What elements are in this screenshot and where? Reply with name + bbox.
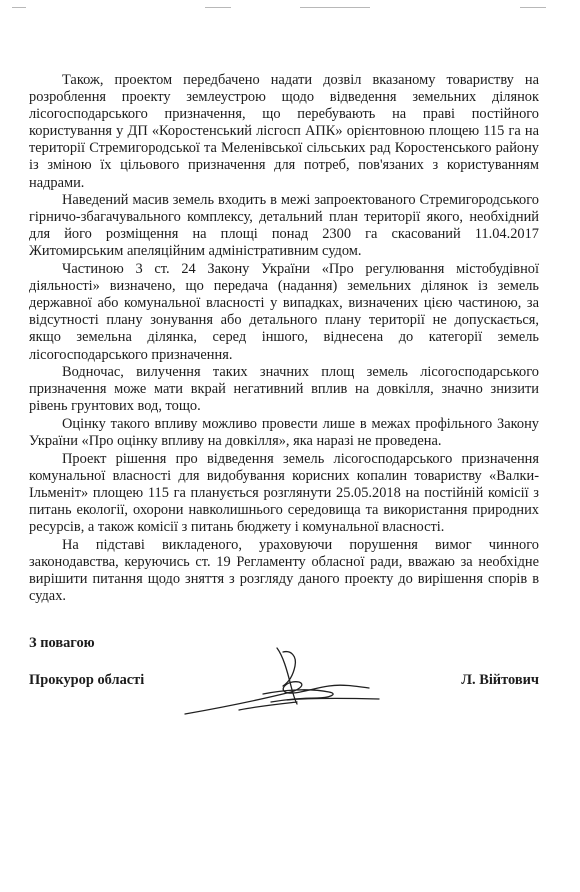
paragraph: Водночас, вилучення таких значних площ земель лісогосподарського призначення може мати вкрай негативний вплив на довкілля, значно знизити рівень грунтових вод, тощо.: [29, 364, 539, 415]
paragraph: Проект рішення про відведення земель лісогосподарського призначення комунальної власності для видобування корисних копалин товариству «Валки-Ільменіт» площею 115 га планується розглянути 25.05.2018 на постійній комісії з питань екології, охорони навколишнього середовища та використання природних ресурсів, а також комісії з питань бюджету і комунальної власності.: [29, 450, 539, 535]
closing-line: З повагою: [29, 635, 95, 651]
paragraph: На підставі викладеного, ураховуючи порушення вимог чинного законодавства, керуючись ст. 19 Регламенту обласної ради, вважаю за необхідне вирішити питання щодо зняття з розгляду даного проекту до вирішення спорів в судах.: [29, 536, 539, 604]
scan-top-marks: [0, 0, 580, 14]
signature-block: [29, 670, 539, 730]
signer-name: Л. Війтович: [461, 672, 539, 688]
paragraph: Також, проектом передбачено надати дозвіл вказаному товариству на розроблення проекту землеустрою щодо відведення земельних ділянок лісогосподарського призначення, що перебувають на праві постійного користування у ДП «Коростенський лісгосп АПК» орієнтовною площею 115 га на території Стремигородської та Меленівської сільських рад Коростенського району із зміною їх цільового призначення для потреб, пов'язаних з користуванням надрами.: [29, 72, 539, 191]
signer-role: Прокурор області: [29, 672, 145, 688]
scan-mark: [12, 7, 26, 8]
handwritten-signature: [179, 642, 399, 727]
scan-mark: [205, 7, 231, 8]
scan-mark: [520, 7, 546, 8]
letter-body: [29, 72, 539, 605]
paragraph: Частиною 3 ст. 24 Закону України «Про регулювання містобудівної діяльності» визначено, що передача (надання) земельних ділянок із земель державної або комунальної власності у випадках, визначених цією частиною, за відсутності плану зонування або детального плану території не допускається, якщо земельна ділянка, серед іншого, віднесена до категорії земель лісогосподарського призначення.: [29, 261, 539, 363]
paragraph: Наведений масив земель входить в межі запроектованого Стремигородського гірничо-збагачувального комплексу, детальний план території якого, необхідний для його розміщення на площі понад 2300 га скасований 11.04.2017 Житомирським апеляційним адміністративним судом.: [29, 192, 539, 260]
scan-mark: [300, 7, 370, 8]
paragraph: Оцінку такого впливу можливо провести лише в межах профільного Закону України «Про оцінку впливу на довкілля», яка наразі не проведена.: [29, 415, 539, 449]
